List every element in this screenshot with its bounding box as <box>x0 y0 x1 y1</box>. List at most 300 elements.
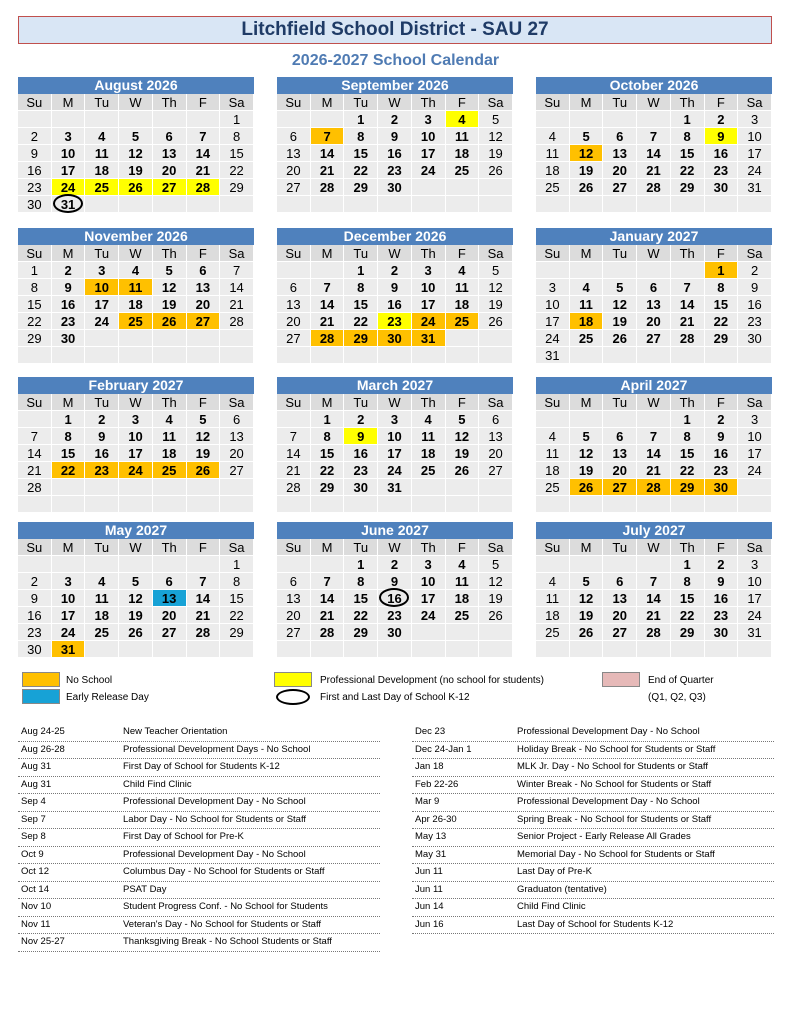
weekday-label: Sa <box>738 94 772 111</box>
day-cell: 21 <box>637 462 671 479</box>
day-cell: 12 <box>479 573 513 590</box>
month-title: September 2026 <box>277 77 513 94</box>
day-cell: 23 <box>344 462 378 479</box>
empty-cell <box>119 111 153 128</box>
empty-cell <box>153 196 187 213</box>
weekday-label: Su <box>277 394 311 411</box>
day-cell: 13 <box>187 279 221 296</box>
day-cell: 18 <box>446 145 480 162</box>
day-cell: 4 <box>85 128 119 145</box>
week-row <box>18 479 254 496</box>
day-cell: 26 <box>446 462 480 479</box>
day-cell: 29 <box>671 624 705 641</box>
weekday-label: W <box>119 245 153 262</box>
day-cell: 12 <box>479 128 513 145</box>
empty-cell <box>119 330 153 347</box>
day-cell: 4 <box>446 262 480 279</box>
day-cell: 27 <box>153 179 187 196</box>
day-cell: 25 <box>85 624 119 641</box>
month-february-2027 <box>18 377 254 523</box>
weekday-label: Tu <box>85 539 119 556</box>
day-cell: 19 <box>570 462 604 479</box>
event-date: Aug 31 <box>21 761 52 772</box>
empty-cell <box>536 496 570 513</box>
day-cell: 4 <box>570 279 604 296</box>
day-cell: 18 <box>119 296 153 313</box>
day-cell: 13 <box>637 296 671 313</box>
empty-cell <box>311 196 345 213</box>
empty-cell <box>52 111 86 128</box>
week-row <box>536 262 772 279</box>
weekday-label: W <box>637 94 671 111</box>
day-cell: 11 <box>446 128 480 145</box>
empty-cell <box>153 330 187 347</box>
day-cell: 12 <box>570 445 604 462</box>
empty-cell <box>18 347 52 364</box>
weekday-header-row <box>277 245 513 262</box>
event-description: Holiday Break - No School for Students or Staff <box>517 743 716 755</box>
day-cell: 16 <box>378 145 412 162</box>
empty-cell <box>85 556 119 573</box>
day-cell: 1 <box>344 556 378 573</box>
event-description: Labor Day - No School for Students or Staff <box>123 813 307 825</box>
day-cell: 25 <box>446 162 480 179</box>
day-cell: 7 <box>671 279 705 296</box>
day-cell: 5 <box>603 279 637 296</box>
empty-cell <box>52 347 86 364</box>
weekday-label: W <box>119 539 153 556</box>
month-may-2027 <box>18 522 254 668</box>
event-date: Dec 23 <box>415 726 446 737</box>
day-cell: 1 <box>18 262 52 279</box>
weekday-header-row <box>18 539 254 556</box>
weekday-label: Sa <box>479 245 513 262</box>
week-row <box>277 313 513 330</box>
day-cell: 26 <box>153 313 187 330</box>
week-row <box>277 262 513 279</box>
day-cell: 11 <box>570 296 604 313</box>
day-cell: 30 <box>738 330 772 347</box>
empty-cell <box>603 641 637 658</box>
event-date: Feb 22-26 <box>415 778 459 790</box>
day-cell: 15 <box>344 145 378 162</box>
day-cell: 2 <box>705 111 739 128</box>
day-cell: 2 <box>705 556 739 573</box>
empty-cell <box>311 496 345 513</box>
empty-cell <box>187 479 221 496</box>
weekday-label: F <box>446 94 480 111</box>
week-row <box>277 279 513 296</box>
event-date: Oct 9 <box>21 848 44 860</box>
day-cell: 9 <box>378 573 412 590</box>
day-cell: 12 <box>479 279 513 296</box>
empty-cell <box>85 641 119 658</box>
weekday-label: W <box>119 394 153 411</box>
event-description: Professional Development Day - No School <box>123 796 306 807</box>
day-cell: 4 <box>153 411 187 428</box>
day-cell: 20 <box>277 313 311 330</box>
day-cell: 27 <box>603 479 637 496</box>
empty-cell <box>378 641 412 658</box>
month-title: November 2026 <box>18 228 254 245</box>
empty-cell <box>738 496 772 513</box>
empty-cell <box>479 496 513 513</box>
day-cell: 4 <box>446 556 480 573</box>
day-cell: 10 <box>536 296 570 313</box>
day-cell: 3 <box>738 411 772 428</box>
week-row <box>18 624 254 641</box>
day-cell: 20 <box>277 162 311 179</box>
day-cell: 20 <box>277 607 311 624</box>
empty-cell <box>18 111 52 128</box>
day-cell: 14 <box>18 445 52 462</box>
month-title: April 2027 <box>536 377 772 394</box>
weekday-label: Su <box>18 394 52 411</box>
day-cell: 16 <box>378 296 412 313</box>
event-description: First Day of School for Students K-12 <box>123 761 280 772</box>
event-row <box>412 794 774 812</box>
day-cell: 11 <box>412 428 446 445</box>
day-cell: 27 <box>637 330 671 347</box>
day-cell: 20 <box>153 607 187 624</box>
day-cell: 19 <box>119 607 153 624</box>
week-row <box>536 179 772 196</box>
day-cell: 5 <box>479 556 513 573</box>
day-cell: 3 <box>738 111 772 128</box>
empty-cell <box>446 479 480 496</box>
empty-cell <box>570 411 604 428</box>
empty-cell <box>446 196 480 213</box>
day-cell: 15 <box>52 445 86 462</box>
day-cell: 4 <box>412 411 446 428</box>
weekday-header-row <box>18 94 254 111</box>
weekday-label: W <box>378 245 412 262</box>
month-title: March 2027 <box>277 377 513 394</box>
weekday-label: W <box>378 539 412 556</box>
weekday-label: Su <box>536 245 570 262</box>
week-row <box>18 411 254 428</box>
day-cell: 13 <box>153 145 187 162</box>
day-cell: 29 <box>220 624 254 641</box>
day-cell: 17 <box>412 145 446 162</box>
day-cell: 29 <box>344 330 378 347</box>
day-cell: 20 <box>153 162 187 179</box>
day-cell: 9 <box>705 573 739 590</box>
day-cell: 18 <box>536 607 570 624</box>
empty-cell <box>738 347 772 364</box>
day-cell: 12 <box>570 145 604 162</box>
day-cell: 3 <box>85 262 119 279</box>
weekday-label: Tu <box>603 94 637 111</box>
day-cell: 17 <box>378 445 412 462</box>
legend-eoq-sublabel: (Q1, Q2, Q3) <box>648 692 706 703</box>
day-cell: 16 <box>18 607 52 624</box>
day-cell: 2 <box>378 556 412 573</box>
empty-cell <box>570 347 604 364</box>
day-cell: 4 <box>85 573 119 590</box>
empty-cell <box>446 347 480 364</box>
day-cell: 8 <box>671 128 705 145</box>
day-cell: 9 <box>18 145 52 162</box>
day-cell: 27 <box>277 179 311 196</box>
event-row <box>18 899 380 917</box>
day-cell: 23 <box>85 462 119 479</box>
empty-cell <box>277 262 311 279</box>
day-cell: 14 <box>311 145 345 162</box>
day-cell: 15 <box>344 296 378 313</box>
event-row <box>412 724 774 742</box>
event-row <box>412 829 774 847</box>
day-cell: 27 <box>153 624 187 641</box>
weekday-label: W <box>378 94 412 111</box>
day-cell: 12 <box>603 296 637 313</box>
day-cell: 14 <box>277 445 311 462</box>
day-cell: 1 <box>220 556 254 573</box>
empty-cell <box>570 111 604 128</box>
day-cell: 11 <box>119 279 153 296</box>
day-cell: 14 <box>637 145 671 162</box>
weekday-label: F <box>705 94 739 111</box>
day-cell: 16 <box>738 296 772 313</box>
day-cell: 26 <box>479 607 513 624</box>
day-cell: 23 <box>378 313 412 330</box>
weekday-label: F <box>705 539 739 556</box>
event-description: MLK Jr. Day - No School for Students or Staff <box>517 761 708 772</box>
day-cell: 28 <box>18 479 52 496</box>
empty-cell <box>446 624 480 641</box>
empty-cell <box>479 624 513 641</box>
day-cell: 28 <box>311 179 345 196</box>
event-date: Jun 14 <box>415 901 444 912</box>
empty-cell <box>479 179 513 196</box>
event-description: Thanksgiving Break - No School Students or Staff <box>123 936 332 947</box>
event-date: May 31 <box>415 848 447 860</box>
event-description: Veteran's Day - No School for Students or Staff <box>123 918 322 930</box>
day-cell: 19 <box>479 145 513 162</box>
day-cell: 23 <box>18 179 52 196</box>
week-row <box>277 556 513 573</box>
weekday-label: Th <box>671 94 705 111</box>
day-cell: 6 <box>603 428 637 445</box>
day-cell: 17 <box>412 296 446 313</box>
day-cell: 6 <box>277 128 311 145</box>
day-cell: 25 <box>446 313 480 330</box>
weekday-label: Tu <box>344 539 378 556</box>
day-cell: 19 <box>603 313 637 330</box>
weekday-label: Su <box>277 94 311 111</box>
day-cell: 1 <box>311 411 345 428</box>
day-cell: 30 <box>705 624 739 641</box>
month-title: August 2026 <box>18 77 254 94</box>
day-cell: 12 <box>119 145 153 162</box>
day-cell: 18 <box>536 462 570 479</box>
week-row <box>536 279 772 296</box>
day-cell: 23 <box>738 313 772 330</box>
week-row <box>536 145 772 162</box>
weekday-label: Th <box>671 394 705 411</box>
weekday-label: M <box>570 394 604 411</box>
day-cell: 8 <box>344 279 378 296</box>
day-cell: 26 <box>187 462 221 479</box>
day-cell: 24 <box>738 462 772 479</box>
day-cell: 9 <box>85 428 119 445</box>
weekday-label: Sa <box>479 94 513 111</box>
day-cell: 20 <box>479 445 513 462</box>
empty-cell <box>603 556 637 573</box>
event-description: Professional Development Days - No School <box>123 743 311 755</box>
day-cell: 27 <box>603 624 637 641</box>
day-cell: 30 <box>378 624 412 641</box>
event-row <box>412 777 774 795</box>
day-cell: 7 <box>18 428 52 445</box>
month-november-2026 <box>18 228 254 374</box>
event-row <box>412 759 774 777</box>
day-cell: 7 <box>187 573 221 590</box>
events-list-right <box>412 724 774 934</box>
legend-first-last-label: First and Last Day of School K-12 <box>320 692 470 703</box>
weekday-label: F <box>187 94 221 111</box>
weekday-label: Tu <box>85 94 119 111</box>
day-cell: 8 <box>344 128 378 145</box>
day-cell: 13 <box>479 428 513 445</box>
day-cell: 22 <box>671 162 705 179</box>
day-cell: 30 <box>52 330 86 347</box>
day-cell: 8 <box>671 573 705 590</box>
weekday-label: Th <box>153 394 187 411</box>
weekday-label: Th <box>153 245 187 262</box>
day-cell: 22 <box>344 313 378 330</box>
day-cell: 31 <box>52 196 86 213</box>
empty-cell <box>311 262 345 279</box>
empty-cell <box>705 347 739 364</box>
day-cell: 16 <box>52 296 86 313</box>
event-row <box>18 917 380 935</box>
day-cell: 20 <box>220 445 254 462</box>
day-cell: 2 <box>18 128 52 145</box>
day-cell: 2 <box>738 262 772 279</box>
event-date: Oct 12 <box>21 866 49 877</box>
events-list-left <box>18 724 380 952</box>
weekday-label: Tu <box>344 394 378 411</box>
empty-cell <box>536 111 570 128</box>
day-cell: 19 <box>479 590 513 607</box>
day-cell: 18 <box>85 162 119 179</box>
day-cell: 6 <box>153 128 187 145</box>
event-date: Aug 31 <box>21 778 52 790</box>
month-july-2027 <box>536 522 772 668</box>
week-row <box>18 262 254 279</box>
weekday-label: W <box>637 394 671 411</box>
empty-cell <box>378 196 412 213</box>
empty-cell <box>119 496 153 513</box>
weekday-label: F <box>446 245 480 262</box>
day-cell: 8 <box>705 279 739 296</box>
day-cell: 30 <box>344 479 378 496</box>
day-cell: 6 <box>637 279 671 296</box>
day-cell: 22 <box>220 162 254 179</box>
empty-cell <box>220 641 254 658</box>
event-date: Aug 26-28 <box>21 743 65 755</box>
event-date: Jun 11 <box>415 866 443 877</box>
weekday-label: F <box>187 539 221 556</box>
event-date: Jan 18 <box>415 761 444 772</box>
empty-cell <box>153 479 187 496</box>
empty-cell <box>311 347 345 364</box>
event-description: Memorial Day - No School for Students or Staff <box>517 848 715 860</box>
event-date: Nov 11 <box>21 918 51 930</box>
weekday-label: F <box>187 394 221 411</box>
event-description: Student Progress Conf. - No School for Students <box>123 901 328 912</box>
empty-cell <box>344 641 378 658</box>
event-row <box>412 899 774 917</box>
day-cell: 11 <box>446 573 480 590</box>
weekday-header-row <box>18 394 254 411</box>
day-cell: 10 <box>412 573 446 590</box>
day-cell: 17 <box>52 162 86 179</box>
event-row <box>412 847 774 865</box>
day-cell: 26 <box>570 179 604 196</box>
day-cell: 3 <box>412 262 446 279</box>
day-cell: 23 <box>52 313 86 330</box>
day-cell: 6 <box>153 573 187 590</box>
day-cell: 21 <box>220 296 254 313</box>
empty-cell <box>52 556 86 573</box>
empty-cell <box>603 196 637 213</box>
day-cell: 17 <box>738 590 772 607</box>
day-cell: 17 <box>536 313 570 330</box>
day-cell: 1 <box>671 111 705 128</box>
weekday-label: Sa <box>220 245 254 262</box>
empty-cell <box>187 347 221 364</box>
weekday-label: Th <box>412 394 446 411</box>
day-cell: 16 <box>705 445 739 462</box>
day-cell: 21 <box>277 462 311 479</box>
weekday-label: Sa <box>479 539 513 556</box>
day-cell: 21 <box>18 462 52 479</box>
day-cell: 25 <box>570 330 604 347</box>
week-row <box>277 445 513 462</box>
event-date: May 13 <box>415 831 447 842</box>
day-cell: 5 <box>479 111 513 128</box>
empty-cell <box>570 496 604 513</box>
weekday-label: M <box>52 245 86 262</box>
day-cell: 21 <box>311 313 345 330</box>
empty-cell <box>119 347 153 364</box>
weekday-header-row <box>536 539 772 556</box>
day-cell: 15 <box>344 590 378 607</box>
day-cell: 10 <box>738 128 772 145</box>
weekday-label: M <box>311 245 345 262</box>
day-cell: 26 <box>479 313 513 330</box>
event-description: Child Find Clinic <box>517 901 586 912</box>
day-cell: 30 <box>378 179 412 196</box>
day-cell: 12 <box>570 590 604 607</box>
month-september-2026 <box>277 77 513 223</box>
day-cell: 8 <box>52 428 86 445</box>
day-cell: 29 <box>18 330 52 347</box>
day-cell: 22 <box>18 313 52 330</box>
event-description: Last Day of School for Students K-12 <box>517 918 674 930</box>
day-cell: 7 <box>637 428 671 445</box>
empty-cell <box>277 641 311 658</box>
month-august-2026 <box>18 77 254 223</box>
weekday-label: Sa <box>220 539 254 556</box>
day-cell: 11 <box>85 590 119 607</box>
event-description: Last Day of Pre-K <box>517 866 592 877</box>
day-cell: 11 <box>153 428 187 445</box>
event-row <box>18 742 380 760</box>
event-row <box>18 794 380 812</box>
